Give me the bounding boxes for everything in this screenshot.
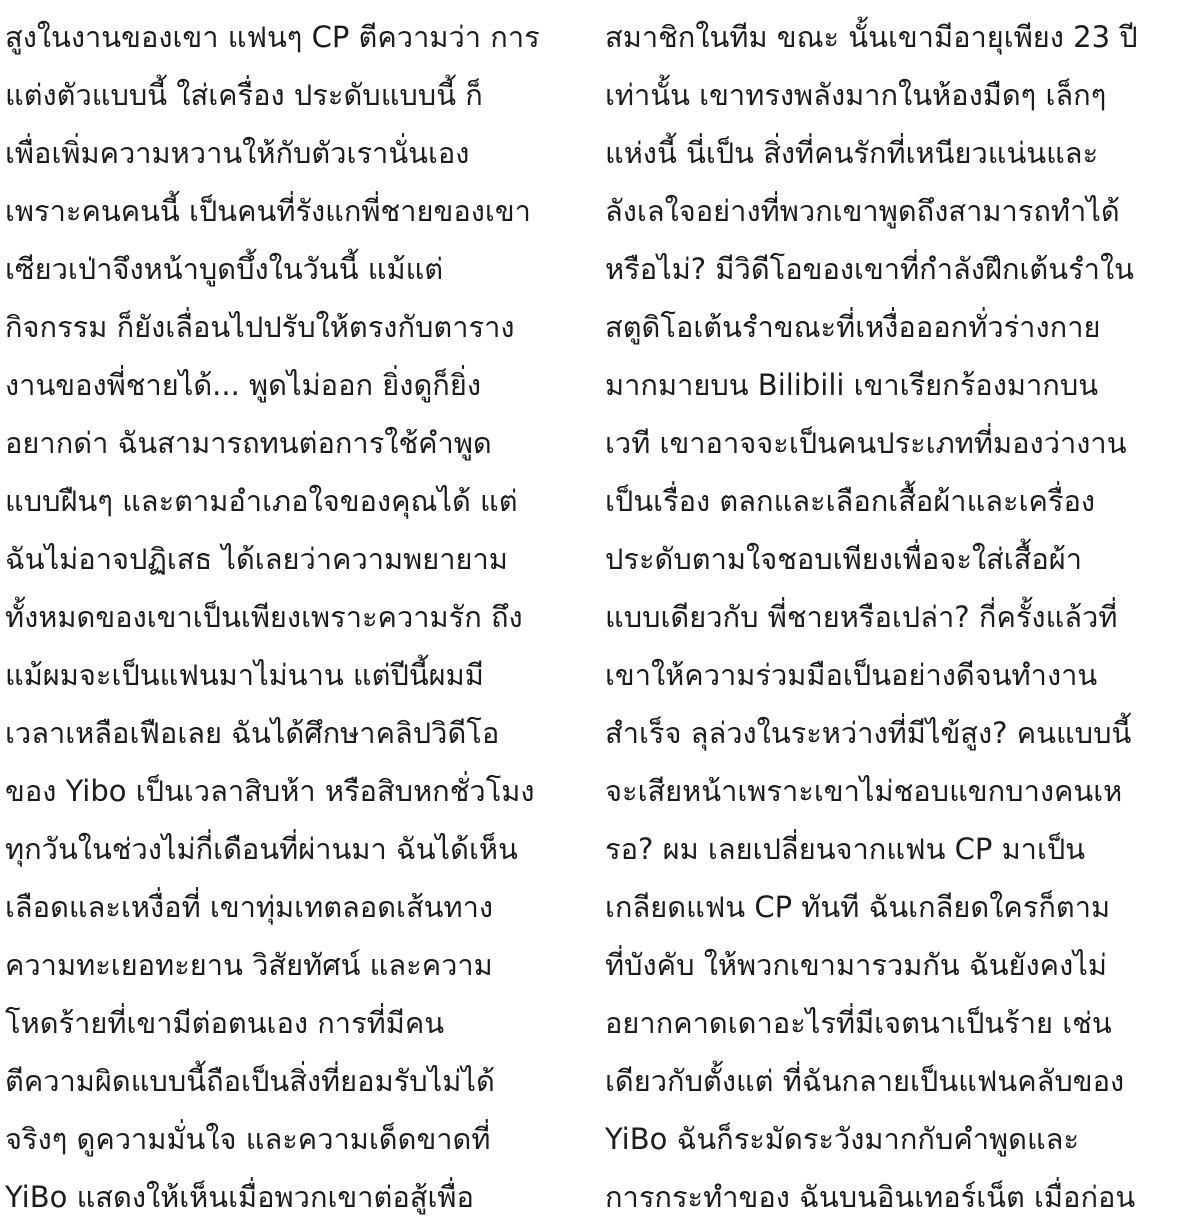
text-line: แบบเดียวกับ พี่ชายหรือเปล่า? กี่ครั้งแล้วที่ <box>605 600 1118 634</box>
text-line: เท่านั้น เขาทรงพลังมากในห้องมืดๆ เล็กๆ <box>605 78 1107 112</box>
text-line: อยากด่า ฉันสามารถทนต่อการใช้คำพูด <box>5 426 492 460</box>
text-line: สูงในงานของเขา แฟนๆ CP ตีความว่า การ <box>5 20 540 54</box>
text-line: YiBo แสดงให้เห็นเมื่อพวกเขาต่อสู้เพื่อ <box>5 1180 474 1214</box>
text-line: ทั้งหมดของเขาเป็นเพียงเพราะความรัก ถึง <box>5 600 523 634</box>
text-line: ตีความผิดแบบนี้ถือเป็นสิ่งที่ยอมรับไม่ได้ <box>5 1064 495 1098</box>
text-line: เพื่อเพิ่มความหวานให้กับตัวเรานั่นเอง <box>5 136 470 170</box>
text-line: การกระทำของ ฉันบนอินเทอร์เน็ต เมื่อก่อน <box>605 1180 1136 1214</box>
text-line: เวลาเหลือเฟือเลย ฉันได้ศึกษาคลิปวิดีโอ <box>5 716 500 750</box>
text-line: เพราะคนคนนี้ เป็นคนที่รังแกพี่ชายของเขา <box>5 194 531 228</box>
text-line: เขาให้ความร่วมมือเป็นอย่างดีจนทำงาน <box>605 658 1098 692</box>
text-line: เป็นเรื่อง ตลกและเลือกเสื้อผ้าและเครื่อง <box>605 484 1096 518</box>
text-line: YiBo ฉันก็ระมัดระวังมากกับคำพูดและ <box>605 1122 1080 1156</box>
text-line: ประดับตามใจชอบเพียงเพื่อจะใส่เสื้อผ้า <box>605 542 1083 576</box>
text-line: เวที เขาอาจจะเป็นคนประเภทที่มองว่างาน <box>605 426 1127 460</box>
text-line: ฉันไม่อาจปฏิเสธ ได้เลยว่าความพยายาม <box>5 542 508 576</box>
text-line: เดียวกับตั้งแต่ ที่ฉันกลายเป็นแฟนคลับของ <box>605 1064 1125 1098</box>
right-text-column <box>605 8 1197 1226</box>
text-line: รอ? ผม เลยเปลี่ยนจากแฟน CP มาเป็น <box>605 832 1086 866</box>
text-line: แต่งตัวแบบนี้ ใส่เครื่อง ประดับแบบนี้ ก็ <box>5 78 483 112</box>
text-line: มากมายบน Bilibili เขาเรียกร้องมากบน <box>605 368 1099 402</box>
text-line: ของ Yibo เป็นเวลาสิบห้า หรือสิบหกชั่วโมง <box>5 774 535 808</box>
left-text-column <box>5 8 595 1226</box>
text-line: ที่บังคับ ให้พวกเขามารวมกัน ฉันยังคงไม่ <box>605 948 1107 982</box>
text-line: เซียวเป่าจึงหน้าบูดบึ้งในวันนี้ แม้แต่ <box>5 252 444 286</box>
text-line: งานของพี่ชายได้... พูดไม่ออก ยิ่งดูก็ยิ่ง <box>5 368 481 402</box>
text-line: เกลียดแฟน CP ทันที ฉันเกลียดใครก็ตาม <box>605 890 1111 924</box>
text-line: ความทะเยอทะยาน วิสัยทัศน์ และความ <box>5 948 493 982</box>
text-line: อยากคาดเดาอะไรที่มีเจตนาเป็นร้าย เช่น <box>605 1006 1112 1040</box>
text-line: กิจกรรม ก็ยังเลื่อนไปปรับให้ตรงกับตาราง <box>5 310 515 344</box>
text-line: จริงๆ ดูความมั่นใจ และความเด็ดขาดที่ <box>5 1122 491 1156</box>
text-line: โหดร้ายที่เขามีต่อตนเอง การที่มีคน <box>5 1006 445 1040</box>
text-line: ทุกวันในช่วงไม่กี่เดือนที่ผ่านมา ฉันได้เห็น <box>5 832 518 866</box>
text-line: ลังเลใจอย่างที่พวกเขาพูดถึงสามารถทำได้ <box>605 194 1120 228</box>
text-line: สตูดิโอเต้นรำขณะที่เหงื่อออกทั่วร่างกาย <box>605 310 1101 344</box>
text-line: หรือไม่? มีวิดีโอของเขาที่กำลังฝึกเต้นรำใน <box>605 252 1134 286</box>
text-line: สำเร็จ ลุล่วงในระหว่างที่มีไข้สูง? คนแบบนี้ <box>605 716 1132 750</box>
text-line: แม้ผมจะเป็นแฟนมาไม่นาน แต่ปีนี้ผมมี <box>5 658 484 692</box>
text-line: จะเสียหน้าเพราะเขาไม่ชอบแขกบางคนเห <box>605 774 1123 808</box>
text-line: เลือดและเหงื่อที่ เขาทุ่มเทตลอดเส้นทาง <box>5 890 494 924</box>
text-line: แบบฝืนๆ และตามอำเภอใจของคุณได้ แต่ <box>5 484 518 518</box>
text-line: สมาชิกในทีม ขณะ นั้นเขามีอายุเพียง 23 ปี <box>605 20 1138 54</box>
text-line: แห่งนี้ นี่เป็น สิ่งที่คนรักที่เหนียวแน่นและ <box>605 136 1099 170</box>
